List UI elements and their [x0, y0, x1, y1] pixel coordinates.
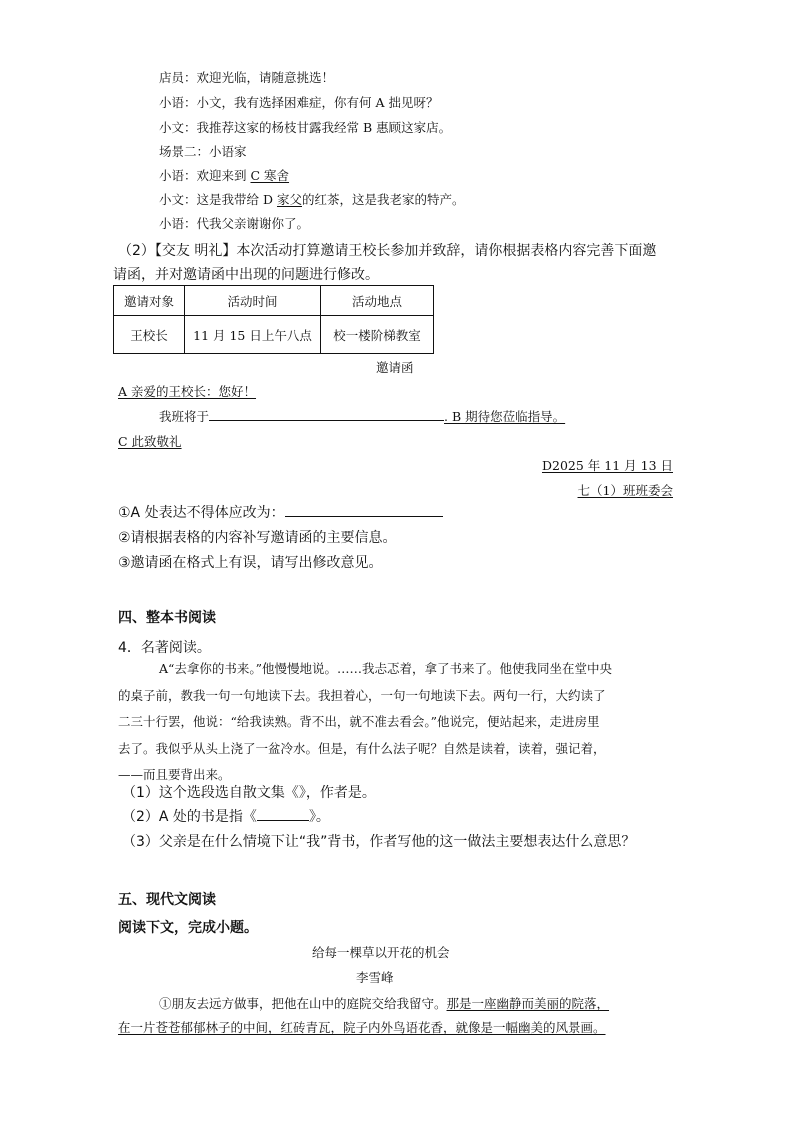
- dialogue-line-1: 店员：欢迎光临，请随意挑选！: [159, 70, 335, 85]
- table-header-place: 活动地点: [321, 286, 434, 316]
- table-header-time: 活动时间: [185, 286, 321, 316]
- letter-date: D2025 年 11 月 13 日: [541, 458, 673, 473]
- letter-body: [159, 407, 565, 425]
- letter-body-prefix: 我班将于: [159, 409, 210, 424]
- letter-salutation: A 亲爱的王校长：您好！: [118, 384, 257, 399]
- dialogue-line-3: 小文：我推荐这家的杨枝甘露我经常 B 惠顾这家店。: [159, 120, 452, 135]
- dialogue-line-6-text: 小文：这是我带给 D: [159, 192, 277, 207]
- section4-subquestion-3: （3）父亲是在什么情境下让“我”背书，作者写他的这一做法主要想表达什么意思？: [122, 834, 636, 850]
- subquestion-1-text: ①A 处表达不得体应改为：: [118, 505, 285, 521]
- passage-line-4: 去了。我似乎从头上浇了一盆冷水。但是，有什么法子呢？自然是读着，读着，强记着，: [118, 740, 606, 756]
- section4-subquestion-2-a: （2）A 处的书是指《: [122, 809, 257, 825]
- section5-instruction: 阅读下文，完成小题。: [118, 920, 258, 936]
- dialogue-line-5-text: 小语：欢迎来到: [159, 168, 251, 183]
- dialogue-line-7: 小语：代我父亲谢谢你了。: [159, 216, 310, 231]
- section4-subquestion-2-blank[interactable]: [257, 807, 309, 821]
- letter-closing-text: C 此致敬礼: [118, 434, 182, 449]
- subquestion-1-blank[interactable]: [285, 503, 443, 517]
- subquestion-2: ②请根据表格的内容补写邀请函的主要信息。: [118, 530, 397, 546]
- table-cell-place: 校一楼阶梯教室: [321, 316, 434, 354]
- article-paragraph-1-cont: 在一片苍苍郁郁林子的中间，红砖青瓦，院子内外鸟语花香，就像是一幅幽美的风景画。: [118, 1020, 606, 1035]
- table-cell-target: 王校长: [114, 316, 185, 354]
- letter-signer: 七（1）班班委会: [577, 483, 673, 498]
- letter-body-b: . B 期待您莅临指导。: [444, 409, 566, 424]
- q2-prompt-line-2: 请函，并对邀请函中出现的问题进行修改。: [113, 267, 379, 283]
- dialogue-line-6-rest: 的红茶，这是我老家的特产。: [302, 192, 465, 207]
- dialogue-line-6: [159, 190, 465, 208]
- subquestion-3: ③邀请函在格式上有误，请写出修改意见。: [118, 555, 383, 571]
- table-cell-time: 11 月 15 日上午八点: [185, 316, 321, 354]
- section4-passage: [118, 656, 612, 789]
- table-header-target: 邀请对象: [114, 286, 185, 316]
- letter-title: 邀请函: [376, 360, 414, 375]
- dialogue-line-5: [159, 166, 289, 184]
- section5-heading: 五、现代文阅读: [118, 892, 216, 908]
- dialogue-line-2: 小语：小文，我有选择困难症，你有何 A 拙见呀？: [159, 95, 439, 110]
- passage-line-1: A“去拿你的书来。”他慢慢地说。……我忐忑着，拿了书来了。他使我同坐在堂中央: [159, 661, 613, 676]
- article-p1-a: ①朋友去远方做事，把他在山中的庭院交给我留守。: [159, 996, 447, 1011]
- dialogue-d-term: 家父: [276, 192, 302, 207]
- passage-line-5: ——而且要背出来。: [118, 767, 231, 782]
- article-paragraph-1: [159, 994, 609, 1012]
- passage-line-2: 的桌子前，教我一句一句地读下去。我担着心，一句一句地读下去。两句一行，大约读了: [118, 687, 606, 703]
- letter-closing: [118, 432, 182, 450]
- article-p1-b: 那是一座幽静而美丽的院落，: [446, 996, 610, 1011]
- section4-subquestion-2-b: 》。: [308, 809, 330, 825]
- article-author: 李雪峰: [356, 970, 394, 985]
- dialogue-line-4: 场景二：小语家: [159, 144, 247, 159]
- q2-prompt-line-1: （2）【交友 明礼】本次活动打算邀请王校长参加并致辞，请你根据表格内容完善下面邀: [118, 243, 657, 259]
- subquestion-1: [118, 502, 443, 522]
- invitation-info-table: [113, 285, 434, 354]
- article-title: 给每一棵草以开花的机会: [312, 945, 450, 960]
- section4-question: 4．名著阅读。: [118, 640, 211, 656]
- section4-subquestion-1: （1）这个选段选自散文集《》，作者是。: [122, 785, 376, 801]
- letter-body-blank[interactable]: [209, 407, 444, 421]
- passage-line-3: 二三十行罢，他说：“给我读熟。背不出，就不准去看会。”他说完，便站起来，走进房里: [118, 714, 600, 729]
- section4-heading: 四、整本书阅读: [118, 610, 216, 626]
- section4-subquestion-2: [122, 806, 330, 826]
- dialogue-c-term: C 寒舍: [250, 168, 290, 183]
